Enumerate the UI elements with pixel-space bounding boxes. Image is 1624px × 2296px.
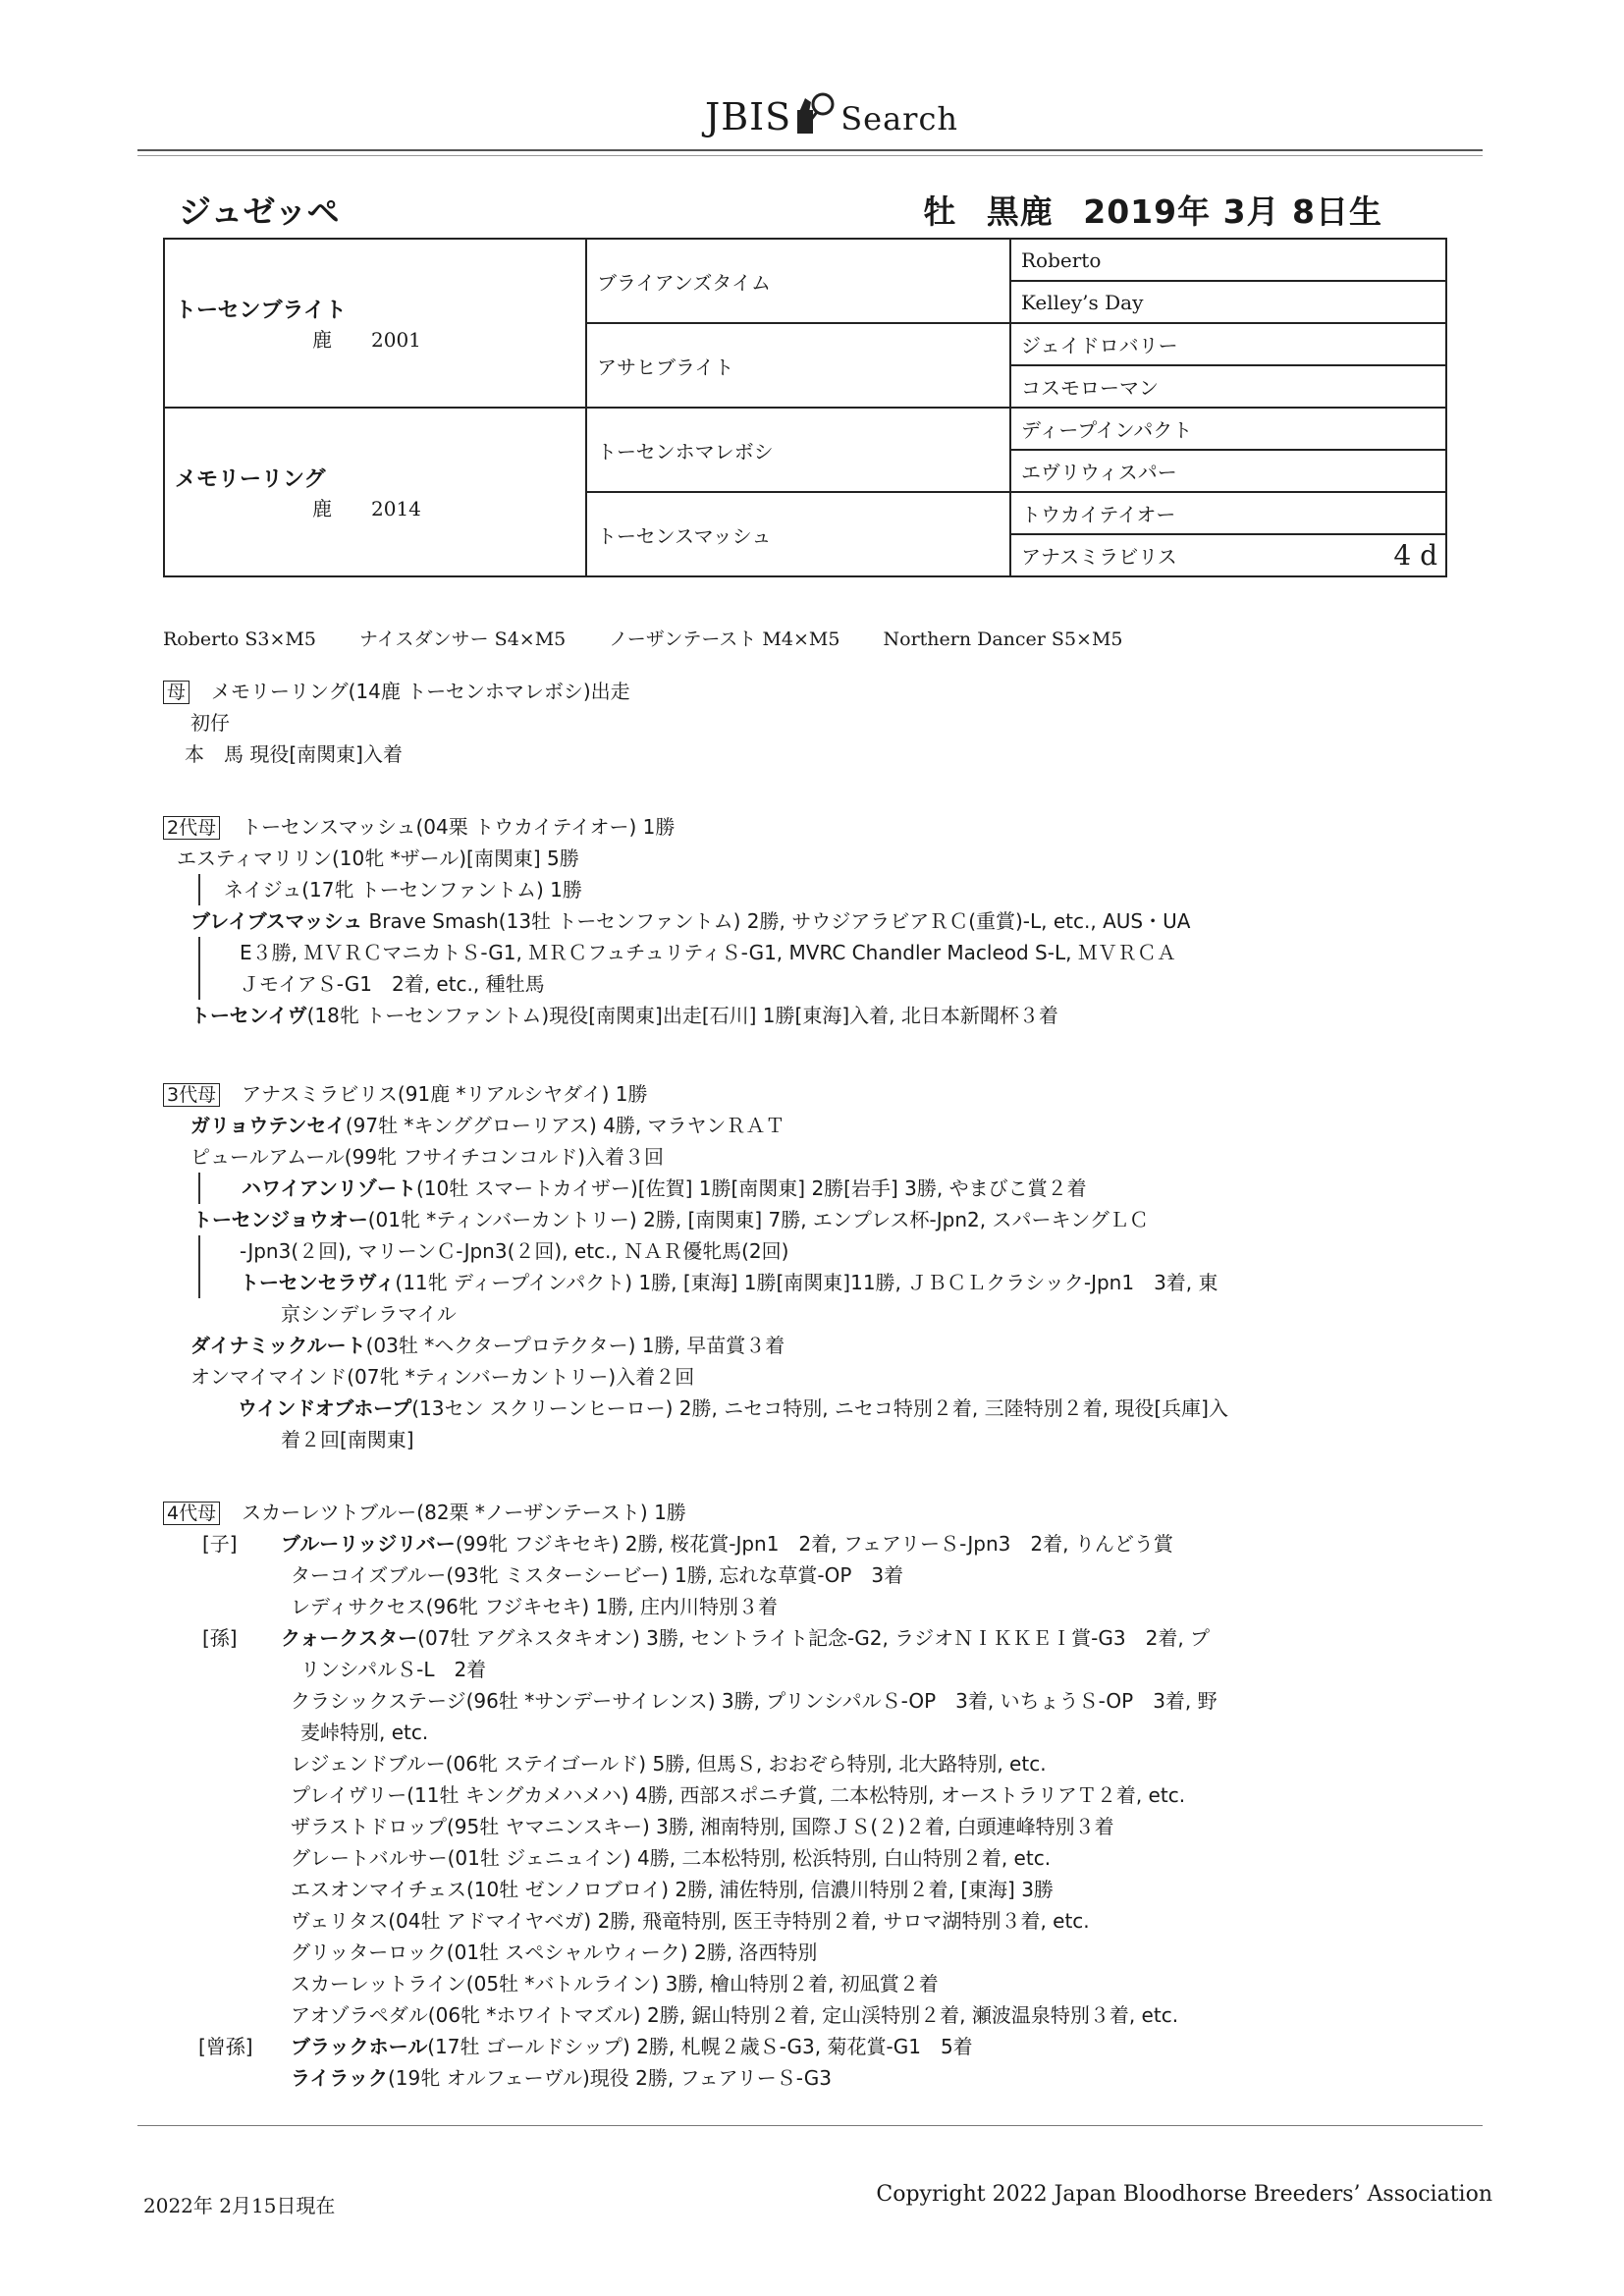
horse-magnifier-icon [793,90,839,136]
dam-section [163,676,630,770]
family-line: ガリョウテンセイ(97牡 *キンググローリアス) 4勝, マラヤンＲＡＴ [190,1114,785,1137]
section-label: 3代母 [163,1083,220,1107]
family-line: ウインドオブホープ(13セン スクリーンヒーロー) 2勝, ニセコ特別, ニセコ特別２着, 三陸特別２着, 現役[兵庫]入 [238,1396,1228,1420]
family-line: トーセンセラヴィ(11牝 ディープインパクト) 1勝, [東海] 1勝[南関東]11勝, ＪＢＣＬクラシック-Jpn1 3着, 東 [198,1267,1228,1298]
logo-jbis-text: JBIS [705,95,792,138]
sire-info: 鹿 2001 [312,328,421,352]
section-label: 母 [163,681,189,704]
family-line: オンマイマインド(07牝 *ティンバーカントリー)入着２回 [190,1365,695,1389]
horse-color: 黒鹿 [986,192,1054,231]
family-line: グレートバルサー(01牡 ジェニュイン) 4勝, 二本松特別, 松浜特別, 白山特別２着, etc. [291,1846,1052,1870]
family-line: グリッターロック(01牡 スペシャルウィーク) 2勝, 洛西特別 [291,1941,818,1964]
family-line: スカーレットライン(05牡 *バトルライン) 3勝, 檜山特別２着, 初凪賞２着 [291,1972,939,1995]
ancestor-cell: エヴリウィスパー [1010,450,1446,492]
family-line: アオゾラペダル(06牝 *ホワイトマズル) 2勝, 鋸山特別２着, 定山渓特別２着, 瀬波温泉特別３着, etc. [291,2003,1179,2027]
family-line: ピュールアムール(99牝 フサイチコンコルド)入着３回 [190,1145,665,1169]
sire-name: トーセンブライト [175,299,347,323]
family-line: -Jpn3(２回), マリーンＣ-Jpn3(２回), etc., ＮＡＲ優牝馬(2回) [198,1235,1228,1267]
horse-birth: 2019年 3月 8日生 [1083,192,1382,231]
sire-sire-cell: ブライアンズタイム [586,239,1010,323]
section-head: スカーレツトブルー(82栗 *ノーザンテースト) 1勝 [242,1501,686,1524]
family-line: [子] ブルーリッジリバー(99牝 フジキセキ) 2勝, 桜花賞-Jpn1 2着, フェアリーＳ-Jpn3 2着, りんどう賞 [202,1532,1173,1556]
family-line: [曾孫] ブラックホール(17牡 ゴールドシップ) 2勝, 札幌２歳Ｓ-G3, 菊花賞-G1 5着 [198,2035,973,2058]
family-line: ＪモイアＳ-G1 2着, etc., 種牡馬 [198,968,1190,1000]
family-line: E３勝, ＭＶＲＣマニカトＳ-G1, ＭＲＣフュチュリティＳ-G1, MVRC Chandler Macleod S-L, ＭＶＲＣＡ [198,937,1190,968]
inbreeding-line [163,625,1161,651]
second-dam-section [163,811,1190,1031]
ancestor-cell-family [1010,534,1446,576]
ancestor-cell: コスモローマン [1010,365,1446,408]
ancestor-name: アナスミラビリス [1021,545,1177,569]
dam-sire-cell: トーセンホマレボシ [586,408,1010,492]
family-line: 京シンデレラマイル [281,1302,457,1326]
section-head: アナスミラビリス(91鹿 *リアルシヤダイ) 1勝 [242,1082,648,1106]
family-line: エスティマリリン(10牝 *ザール)[南関東] 5勝 [177,847,579,870]
sire-dam-cell: アサヒブライト [586,323,1010,408]
horse-info [905,187,1382,233]
dam-line: 初仔 [190,711,230,735]
family-line: プレイヴリー(11牡 キングカメハメハ) 4勝, 西部スポニチ賞, 二本松特別, オーストラリアＴ２着, etc. [291,1783,1186,1807]
dam-dam-cell: トーセンスマッシュ [586,492,1010,576]
dam-line: 本 馬 現役[南関東]入着 [185,742,403,766]
family-line: ザラストドロップ(95牡 ヤマニンスキー) 3勝, 湘南特別, 国際ＪＳ(２)２着, 白頭連峰特別３着 [291,1815,1114,1838]
inbreeding-item: ノーザンテースト M4×M5 [609,629,840,650]
third-dam-section [163,1078,1228,1455]
header-rule [137,149,1483,151]
inbreeding-item: Roberto S3×M5 [163,629,316,650]
family-line: ネイジュ(17牝 トーセンファントム) 1勝 [198,874,1190,905]
dam-name: メモリーリング [175,467,326,492]
section-label: 4代母 [163,1502,220,1525]
family-line: ライラック(19牝 オルフェーヴル)現役 2勝, フェアリーＳ-G3 [291,2066,832,2090]
footer-date: 2022年 2月15日現在 [143,2194,336,2217]
family-line: ブレイブスマッシュ Brave Smash(13牡 トーセンファントム) 2勝, サウジアラビアＲＣ(重賞)-L, etc., AUS・UA [190,909,1191,933]
footer-rule [137,2125,1483,2126]
family-number: 4 d [1393,539,1437,572]
logo-search-text: Search [840,100,958,137]
jbis-search-logo [705,90,958,138]
horse-sex: 牡 [923,192,957,231]
dam-info: 鹿 2014 [312,497,421,520]
ancestor-cell: ディープインパクト [1010,408,1446,450]
family-line: トーセンイヴ(18牝 トーセンファントム)現役[南関東]出走[石川] 1勝[東海]入着, 北日本新聞杯３着 [190,1004,1058,1027]
family-line: レジェンドブルー(06牝 ステイゴールド) 5勝, 但馬Ｓ, おおぞら特別, 北大路特別, etc. [291,1752,1047,1776]
inbreeding-item: Northern Dancer S5×M5 [883,629,1123,650]
family-line: クラシックステージ(96牡 *サンデーサイレンス) 3勝, プリンシパルＳ-OP 3着, いちょうＳ-OP 3着, 野 [291,1689,1218,1713]
ancestor-cell: ジェイドロバリー [1010,323,1446,365]
section-head: トーセンスマッシュ(04栗 トウカイテイオー) 1勝 [242,815,676,839]
ancestor-cell: Roberto [1010,239,1446,281]
family-line: ターコイズブルー(93牝 ミスターシービー) 1勝, 忘れな草賞-OP 3着 [291,1563,904,1587]
family-line: レディサクセス(96牝 フジキセキ) 1勝, 庄内川特別３着 [291,1595,779,1618]
family-line: 着２回[南関東] [281,1428,414,1451]
family-line: エスオンマイチェス(10牡 ゼンノロブロイ) 2勝, 浦佐特別, 信濃川特別２着, [東海] 3勝 [291,1878,1054,1901]
family-line: ヴェリタス(04牡 アドマイヤベガ) 2勝, 飛竜特別, 医王寺特別２着, サロマ湖特別３着, etc. [291,1909,1090,1933]
family-line: 麦峠特別, etc. [300,1721,429,1744]
family-line: トーセンジョウオー(01牝 *ティンバーカントリー) 2勝, [南関東] 7勝, エンプレス杯-Jpn2, スパーキングＬＣ [192,1208,1149,1231]
ancestor-cell: Kelley’s Day [1010,281,1446,323]
family-line: ダイナミックルート(03牡 *ヘクタープロテクター) 1勝, 早苗賞３着 [190,1334,785,1357]
header-rule-thin [137,155,1483,156]
dam-cell [164,408,586,576]
family-line: リンシパルＳ-L 2着 [300,1658,487,1681]
sire-cell [164,239,586,408]
inbreeding-item: ナイスダンサー S4×M5 [358,629,567,650]
ancestor-cell: トウカイテイオー [1010,492,1446,534]
horse-name: ジュゼッペ [179,192,340,231]
fourth-dam-section [163,1497,1218,2094]
dam-line: メモリーリング(14鹿 トーセンホマレボシ)出走 [211,680,630,703]
footer-copyright: Copyright 2022 Japan Bloodhorse Breeders’ Association [876,2182,1492,2207]
family-line: ハワイアンリゾート(10牡 スマートカイザー)[佐賀] 1勝[南関東] 2勝[岩手] 3勝, やまびこ賞２着 [198,1173,1228,1204]
pedigree-table [163,238,1447,577]
section-label: 2代母 [163,816,220,840]
family-line: [孫] クォークスター(07牡 アグネスタキオン) 3勝, セントライト記念-G2, ラジオＮＩＫＫＥＩ賞-G3 2着, プ [202,1626,1211,1650]
